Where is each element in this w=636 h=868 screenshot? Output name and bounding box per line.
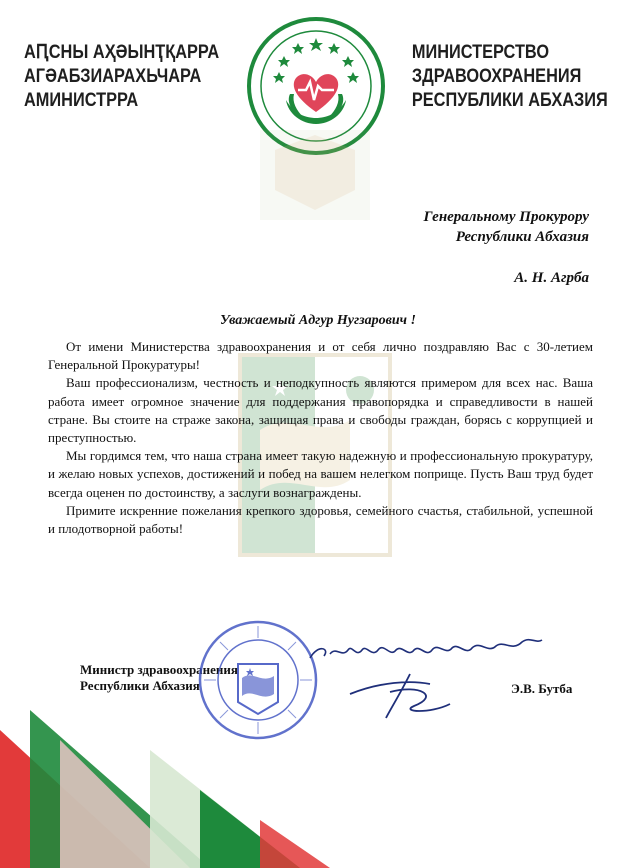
header-left-abkhaz — [24, 41, 219, 113]
paragraph-3: Мы гордимся тем, что наша страна имеет такую надежную и профессиональную прокуратуру, и желаю новых успехов, достижений и побед на вашем нелегком поприще. Пусть Ваш труд будет всегда оценен по достоинству, а заслуги вознаграждены. — [48, 448, 593, 500]
signer-title-line-1: Министр здравоохранения — [80, 662, 238, 677]
header-right-line-3: РЕСПУБЛИКИ АБХАЗИЯ — [412, 90, 608, 111]
header-right-line-1: МИНИСТЕРСТВО — [412, 42, 550, 63]
salutation: Уважаемый Адгур Нугзарович ! — [220, 313, 416, 328]
signer-name: Э.В. Бутба — [511, 681, 573, 696]
header-right-line-2: ЗДРАВООХРАНЕНИЯ — [412, 66, 582, 87]
signer-title-line-2: Республики Абхазия — [80, 678, 200, 693]
header-left-line-3: АМИНИСТРРА — [24, 90, 139, 111]
header-right-russian — [412, 41, 608, 113]
recipient-line-2: Республики Абхазия — [455, 229, 589, 245]
header-left-line-1: АԤСНЫ АҲӘЫНҬҚАРРА — [24, 42, 220, 63]
paragraph-1: От имени Министерства здравоохранения и от себя лично поздравляю Вас с 30-летием Генеральной Прокуратуры! — [48, 339, 593, 373]
recipient-line-1: Генеральному Прокурору — [423, 209, 589, 225]
header-left-line-2: АГӘАБЗИАРАХЬЧАРА — [24, 66, 202, 87]
decorative-triangles — [0, 690, 636, 868]
paragraph-4: Примите искренние пожелания крепкого здоровья, семейного счастья, стабильной, успешной и плодотворной работы! — [48, 502, 593, 537]
letter-body — [48, 338, 593, 538]
recipient-name: А. Н. Агрба — [514, 270, 589, 286]
paragraph-2: Ваш профессионализм, честность и неподкупность являются примером для всех нас. Ваша работа имеет огромное значение для поддержания правопорядка и справедливости в нашей стране. Вы стоите на страже закона, защищая права и свободы граждан, борясь с коррупцией и преступностью. — [48, 375, 593, 446]
